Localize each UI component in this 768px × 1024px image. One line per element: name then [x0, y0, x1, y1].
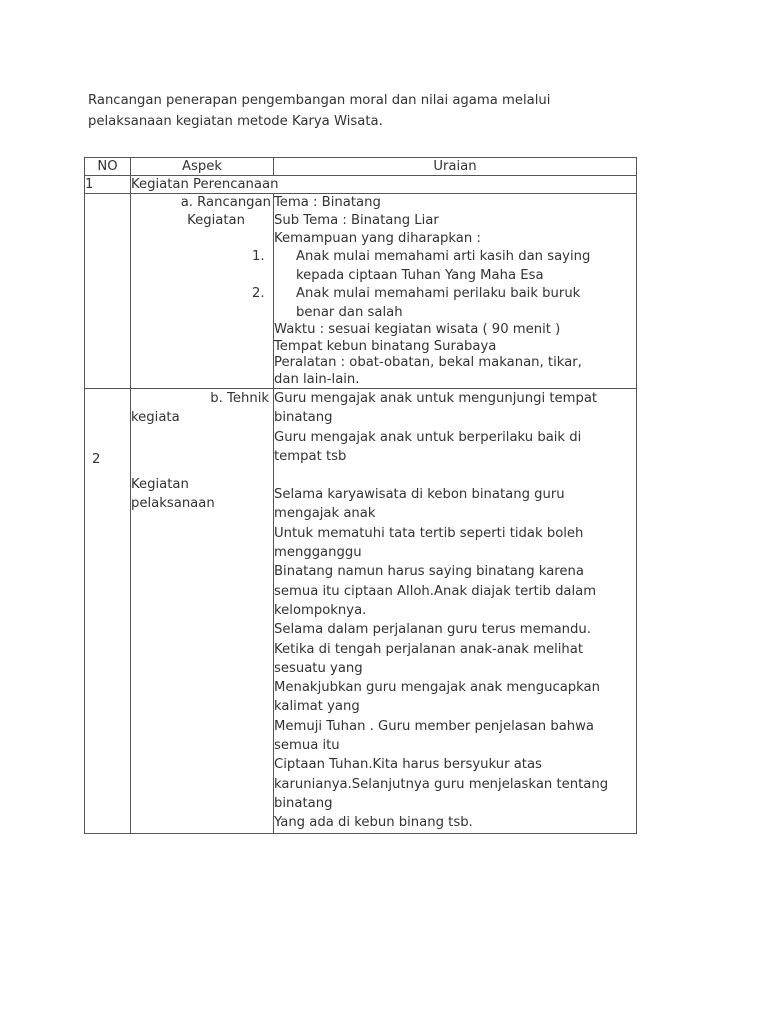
list-item-number: 2. [252, 286, 265, 301]
uraian-line: Ketika di tengah perjalanan anak-anak melihat [274, 641, 584, 657]
planning-table [84, 157, 637, 834]
uraian-line: Menakjubkan guru mengajak anak mengucapkan [274, 680, 600, 696]
row2-uraian-cell [274, 389, 637, 834]
row2-aspek-b-line-1: b. Tehnik [210, 391, 269, 406]
header-cell-no: NO [85, 158, 131, 176]
peralatan-line-1: Peralatan : obat-obatan, bekal makanan, tikar, [274, 355, 582, 370]
table-row [85, 194, 637, 389]
uraian-line: Ciptaan Tuhan.Kita harus bersyukur atas [274, 757, 542, 773]
section-row-number: 1 [85, 176, 131, 194]
list-item-continuation [274, 304, 636, 323]
uraian-line: Selama karyawisata di kebon binatang guru [274, 487, 565, 503]
table-row [85, 389, 637, 834]
uraian-line: binatang [274, 795, 333, 811]
uraian-line: sesuatu yang [274, 660, 363, 676]
tema-line: Tema : Binatang [274, 195, 381, 210]
uraian-line: Guru mengajak anak untuk mengunjungi tempat [274, 391, 598, 406]
uraian-line: semua itu [274, 738, 340, 754]
uraian-line: binatang [274, 410, 333, 426]
uraian-line: kelompoknya. [274, 602, 367, 618]
uraian-line: karunianya.Selanjutnya guru menjelaskan tentang [274, 776, 609, 792]
uraian-line: Guru mengajak anak untuk berperilaku baik di [274, 429, 582, 445]
uraian-line: Selama dalam perjalanan guru terus memandu. [274, 622, 591, 638]
list-item-text-2: benar dan salah [296, 304, 403, 320]
list-item [252, 248, 636, 267]
uraian-line: mengganggu [274, 545, 362, 561]
intro-paragraph [88, 90, 628, 132]
waktu-line: Waktu : sesuai kegiatan wisata ( 90 menit ) [274, 322, 561, 337]
row2-number: 2 [92, 452, 101, 467]
header-cell-uraian: Uraian [274, 158, 637, 176]
intro-line-2: pelaksanaan kegiatan metode Karya Wisata. [88, 114, 383, 129]
list-item-text-1: Anak mulai memahami perilaku baik buruk [296, 286, 581, 301]
peralatan-line-2: dan lain-lain. [274, 371, 360, 387]
list-item-text-2: kepada ciptaan Tuhan Yang Maha Esa [296, 267, 544, 283]
uraian-line: mengajak anak [274, 506, 376, 522]
row2-aspek-cell [131, 389, 274, 834]
kemampuan-label: Kemampuan yang diharapkan : [274, 231, 481, 246]
row2-aspek-k-line-1: Kegiatan [131, 477, 189, 492]
paragraph-spacer [274, 466, 636, 485]
table-header-row [85, 158, 637, 176]
row1-aspek-line-2: Kegiatan [187, 213, 245, 228]
row2-number-cell [85, 389, 131, 834]
row2-aspek-b-line-2: kegiata [131, 410, 180, 425]
uraian-line: semua itu ciptaan Alloh.Anak diajak tertib dalam [274, 583, 597, 599]
list-item [252, 285, 636, 304]
uraian-line: Memuji Tuhan . Guru member penjelasan bahwa [274, 718, 594, 734]
section-row-title: Kegiatan Perencanaan [131, 176, 637, 194]
list-item-number: 1. [252, 249, 265, 264]
intro-line-1: Rancangan penerapan pengembangan moral dan nilai agama melalui [88, 93, 551, 108]
list-item-text-1: Anak mulai memahami arti kasih dan saying [296, 249, 591, 264]
uraian-line: kalimat yang [274, 699, 360, 715]
uraian-line: Untuk mematuhi tata tertib seperti tidak boleh [274, 525, 584, 541]
list-item-continuation [274, 267, 636, 286]
tempat-line: Tempat kebun binatang Surabaya [274, 338, 497, 354]
row1-aspek-line-1: a. Rancangan [180, 195, 271, 210]
header-cell-aspek: Aspek [131, 158, 274, 176]
row2-aspek-k-line-2: pelaksanaan [131, 496, 215, 511]
row1-number-cell [85, 194, 131, 389]
row1-uraian-cell [252, 194, 637, 389]
aspek-spacer [131, 427, 273, 475]
sub-tema-line: Sub Tema : Binatang Liar [274, 213, 439, 228]
uraian-line: Yang ada di kebun binang tsb. [274, 815, 473, 831]
table-row-section [85, 176, 637, 194]
uraian-line: tempat tsb [274, 448, 347, 464]
uraian-line: Binatang namun harus saying binatang karena [274, 564, 584, 580]
